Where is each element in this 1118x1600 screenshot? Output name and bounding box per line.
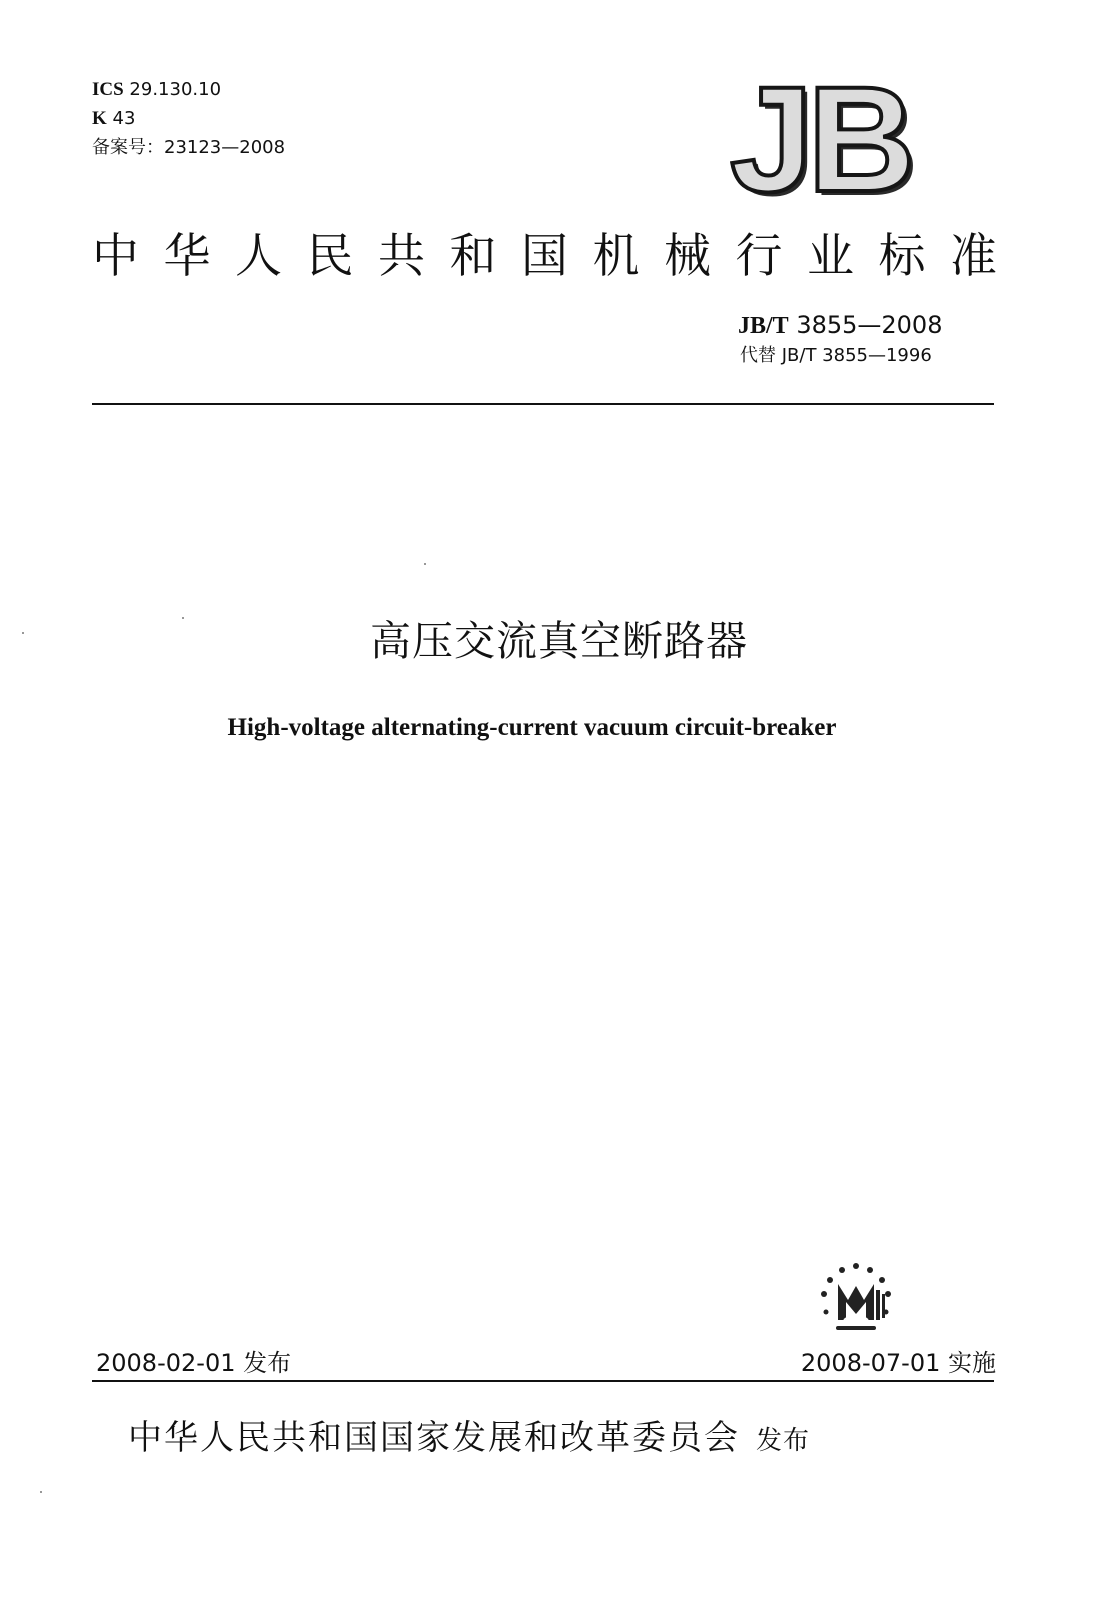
title-char: 民	[306, 229, 354, 284]
filing-number	[92, 137, 285, 159]
title-char: 准	[950, 229, 997, 284]
title-char: 共	[378, 229, 425, 284]
document-title-en: High-voltage alternating-current vacuum circuit-breaker	[227, 714, 837, 741]
document-title-cn: 高压交流真空断路器	[370, 617, 748, 665]
scan-speck	[40, 1491, 42, 1493]
title-char: 和	[449, 229, 497, 284]
title-char: 中	[92, 229, 139, 284]
title-char: 械	[664, 229, 711, 284]
standard-code	[738, 310, 942, 341]
scan-speck	[22, 632, 24, 634]
title-char: 标	[878, 229, 926, 284]
title-char: 国	[521, 229, 568, 284]
classification-code	[92, 108, 135, 130]
filing-label: 备案号：	[92, 137, 164, 158]
title-char: 行	[735, 229, 783, 284]
publisher-seal-icon	[806, 1256, 906, 1340]
replaces-standard: 代替 JB/T 3855—1996	[740, 345, 932, 366]
top-divider	[92, 403, 994, 405]
standard-code-prefix: JB/T	[738, 313, 789, 339]
title-char: 华	[163, 229, 211, 284]
scan-speck	[182, 617, 184, 619]
issue-date: 2008-02-01 发布	[96, 1349, 292, 1377]
publisher-suffix: 发布	[756, 1426, 811, 1456]
bottom-divider	[92, 1380, 994, 1382]
ics-value: 29.130.10	[123, 79, 222, 100]
ics-prefix: ICS	[92, 79, 124, 100]
ics-code	[92, 79, 221, 101]
jb-logo: JB	[730, 55, 910, 223]
filing-value: 23123—2008	[164, 137, 286, 158]
scan-speck	[424, 563, 426, 565]
publisher	[128, 1414, 810, 1465]
implementation-date: 2008-07-01 实施	[800, 1349, 996, 1377]
publisher-name: 中华人民共和国国家发展和改革委员会	[128, 1418, 740, 1458]
standard-family-title	[92, 222, 997, 292]
classification-prefix: K	[92, 108, 107, 129]
title-char: 人	[235, 229, 282, 284]
title-char: 机	[592, 229, 640, 284]
standard-code-value: 3855—2008	[788, 311, 943, 339]
classification-value: 43	[106, 108, 136, 129]
title-char: 业	[807, 229, 854, 284]
